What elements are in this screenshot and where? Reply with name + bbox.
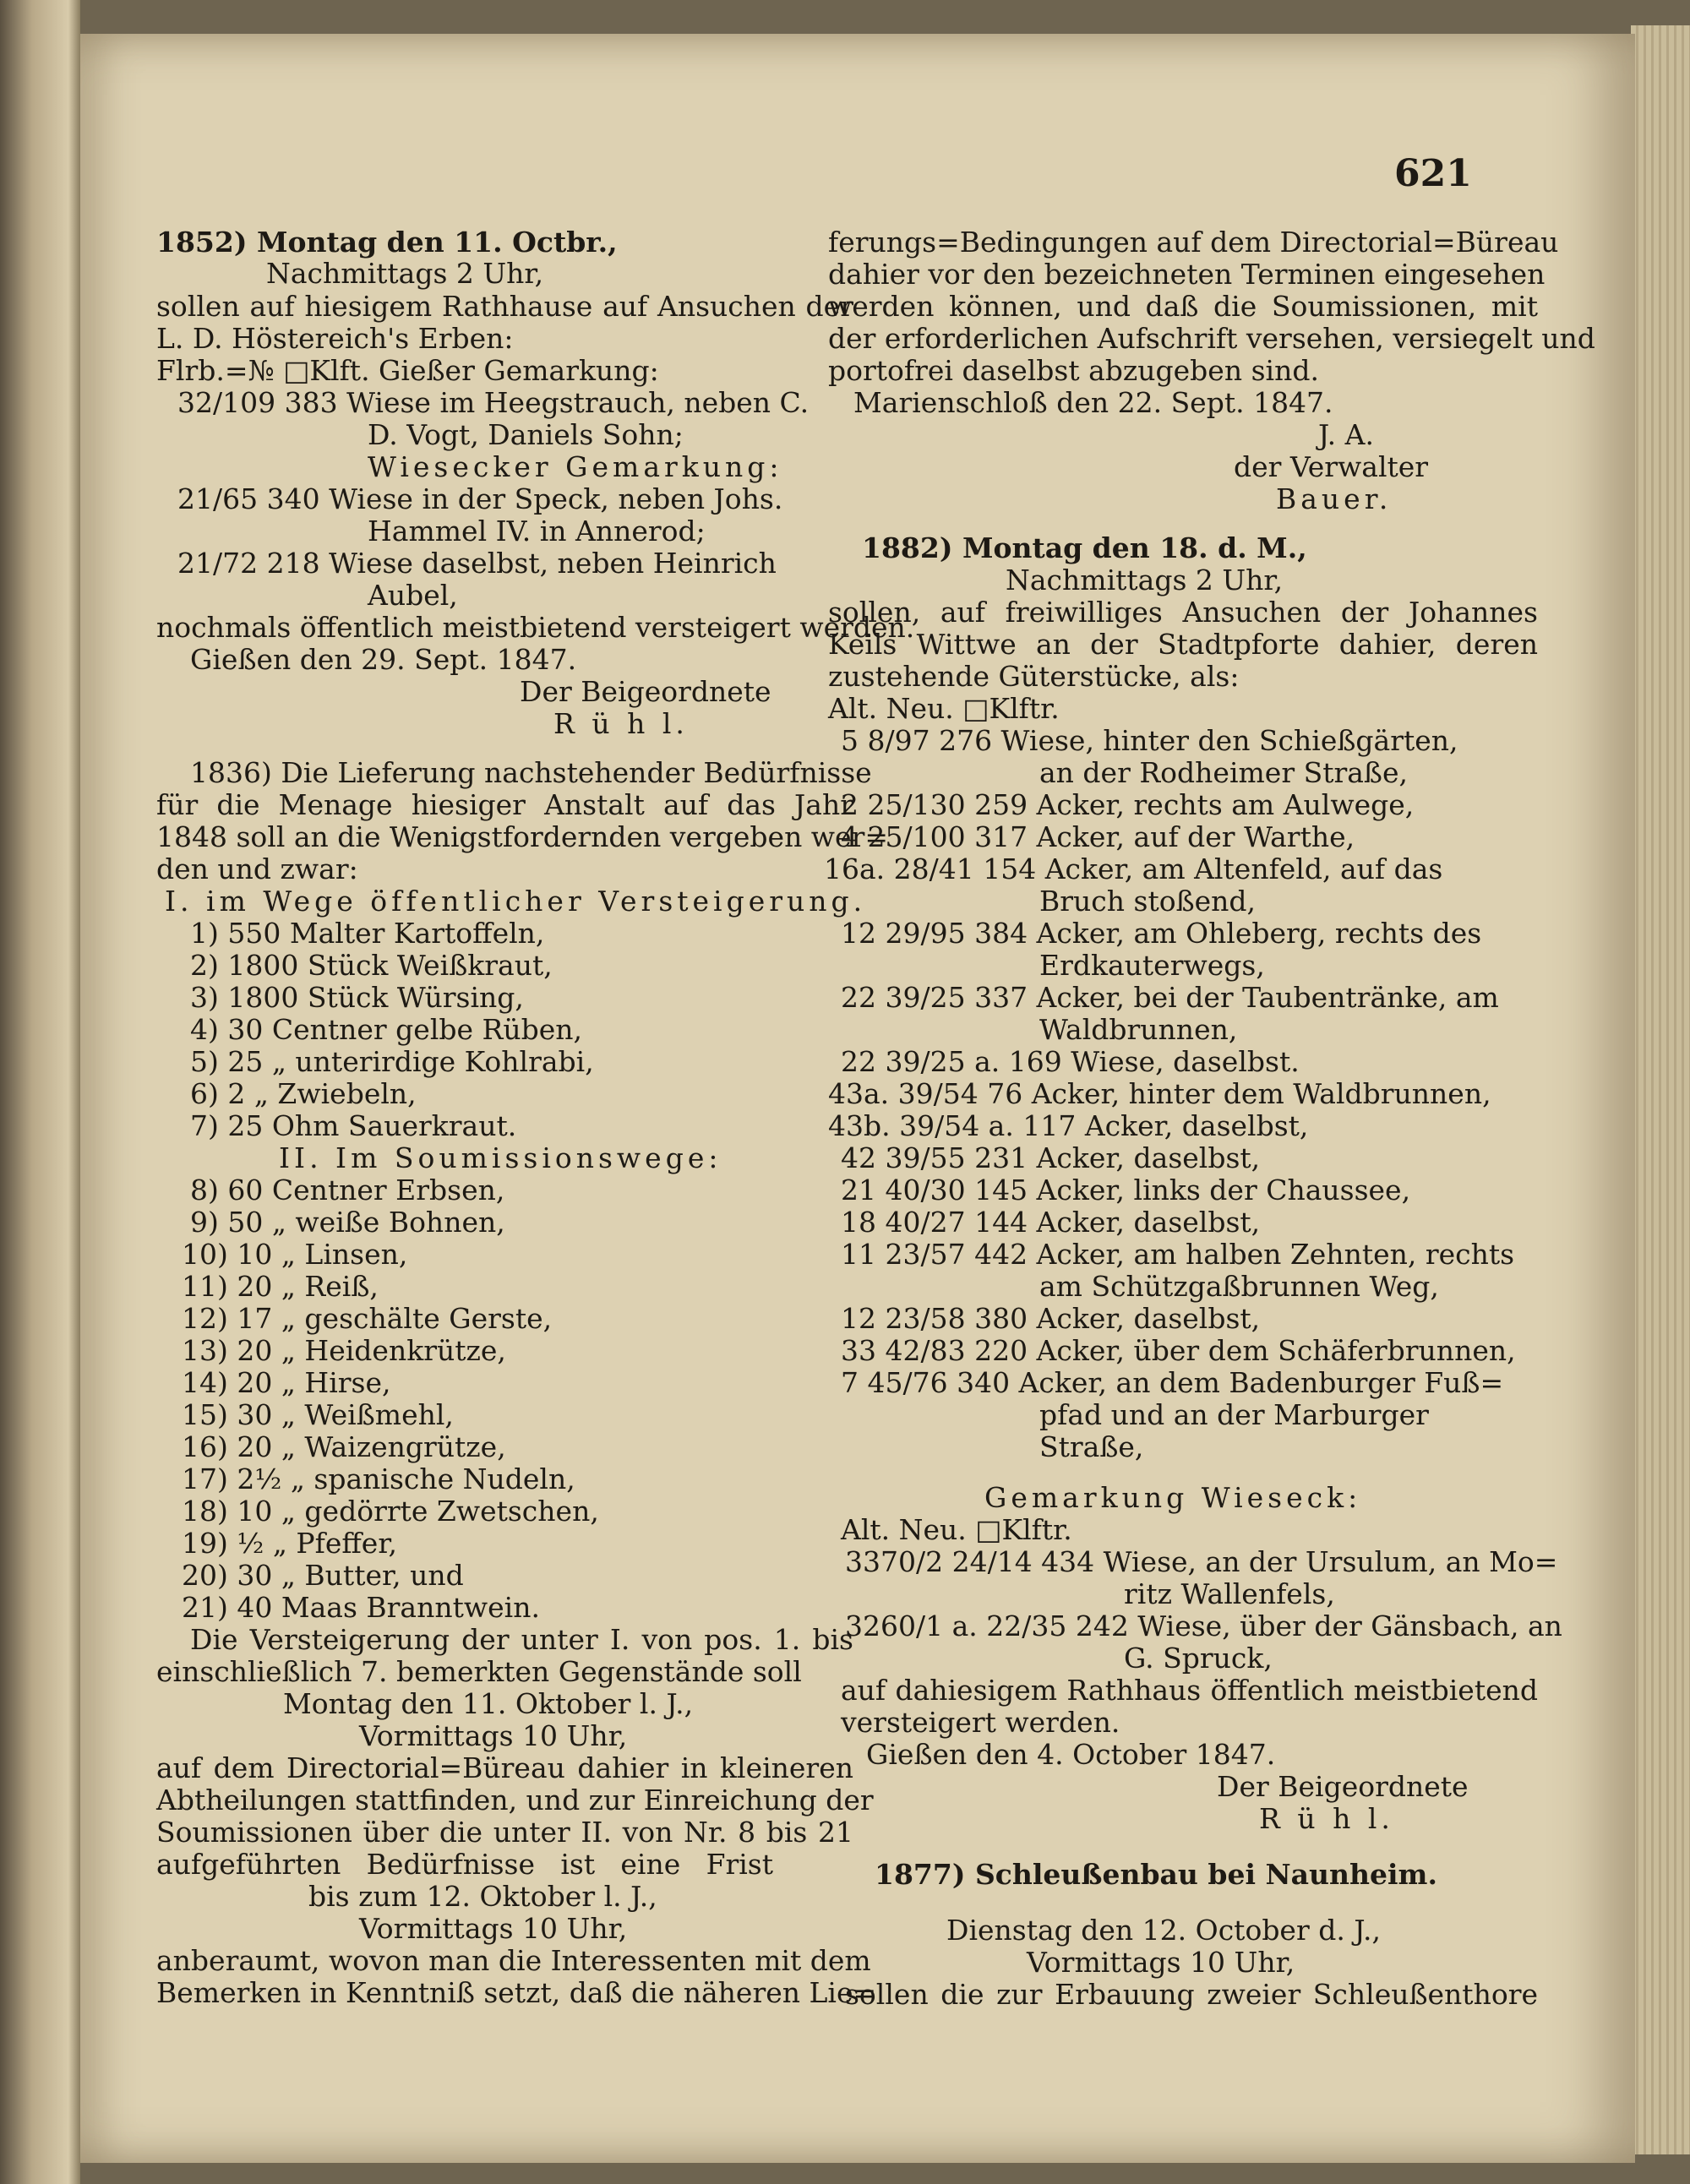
text-line: anberaumt, wovon man die Interessenten mit dem [156,1944,871,1977]
text-line: 21/72 218 Wiese daselbst, neben Heinrich [177,547,777,580]
text-line: D. Vogt, Daniels Sohn; [368,418,684,451]
text-line: am Schützgaßbrunnen Weg, [1039,1270,1439,1303]
text-line: 21 40/30 145 Acker, links der Chaussee, [841,1174,1411,1206]
text-line: 2 25/130 259 Acker, rechts am Aulwege, [841,788,1415,821]
text-line: Marienschloß den 22. Sept. 1847. [853,386,1333,419]
text-line: für die Menage hiesiger Anstalt auf das Jahr [156,788,853,821]
text-line: Dienstag den 12. October d. J., [946,1914,1381,1947]
page-stack-edge [1631,25,1690,2154]
text-line: Aubel, [368,579,458,612]
text-line: 4) 30 Centner gelbe Rüben, [190,1013,583,1046]
text-line: Der Beigeordnete [520,675,771,708]
text-line: Gießen den 29. Sept. 1847. [190,643,577,676]
text-line: 1852) Montag den 11. Octbr., [156,226,618,259]
text-line: pfad und an der Marburger [1039,1398,1429,1431]
text-line: 43a. 39/54 76 Acker, hinter dem Waldbrunnen, [828,1077,1491,1110]
text-line: 42 39/55 231 Acker, daselbst, [841,1141,1261,1174]
text-line: 3) 1800 Stück Würsing, [190,981,524,1014]
text-line: ritz Wallenfels, [1124,1577,1335,1610]
text-line: einschließlich 7. bemerkten Gegenstände soll [156,1655,802,1688]
text-line: 1848 soll an die Wenigstfordernden vergeben wer= [156,820,889,853]
text-line: Die Versteigerung der unter I. von pos. 1. bis [190,1623,853,1656]
text-line: Vormittags 10 Uhr, [359,1912,628,1945]
text-line: portofrei daselbst abzugeben sind. [828,354,1319,387]
text-line: 1836) Die Lieferung nachstehender Bedürfnisse [190,756,872,789]
text-line: sollen auf hiesigem Rathhause auf Ansuchen der [156,290,853,323]
text-line: Bauer. [1276,482,1393,515]
text-line: der Verwalter [1234,450,1429,483]
text-line: 7) 25 Ohm Sauerkraut. [190,1109,517,1142]
text-line: Abtheilungen stattfinden, und zur Einreichung der [156,1784,874,1816]
text-line: aufgeführten Bedürfnisse ist eine Frist [156,1848,773,1881]
text-line: 43b. 39/54 a. 117 Acker, daselbst, [828,1109,1309,1142]
text-line: R ü h l. [553,707,689,740]
text-line: 8) 60 Centner Erbsen, [190,1174,505,1206]
text-line: 22 39/25 a. 169 Wiese, daselbst. [841,1045,1300,1078]
text-line: Erdkauterwegs, [1039,949,1265,982]
text-line: 1882) Montag den 18. d. M., [862,531,1307,564]
text-line: 10) 10 „ Linsen, [182,1238,408,1271]
page-number: 621 [1394,152,1472,195]
document-page [80,34,1635,2163]
text-line: Bemerken in Kenntniß setzt, daß die näheren Lie= [156,1976,877,2009]
text-line: 3260/1 a. 22/35 242 Wiese, über der Gänsbach, an [845,1609,1562,1642]
text-line: J. A. [1318,418,1374,451]
text-line: Alt. Neu. □Klftr. [841,1513,1072,1546]
text-line: Nachmittags 2 Uhr, [1006,564,1284,596]
text-line: Bruch stoßend, [1039,885,1257,918]
text-line: 16a. 28/41 154 Acker, am Altenfeld, auf das [824,852,1443,885]
text-line: 2) 1800 Stück Weißkraut, [190,949,553,982]
text-line: 21/65 340 Wiese in der Speck, neben Johs. [177,482,783,515]
text-line: Straße, [1039,1430,1144,1463]
text-line: 17) 2½ „ spanische Nudeln, [182,1462,575,1495]
text-line: 12) 17 „ geschälte Gerste, [182,1302,553,1335]
text-line: werden können, und daß die Soumissionen, mit [828,290,1538,323]
text-line: 1) 550 Malter Kartoffeln, [190,917,545,950]
text-line: sollen, auf freiwilliges Ansuchen der Johannes [828,596,1538,629]
text-line: 33 42/83 220 Acker, über dem Schäferbrunnen, [841,1334,1516,1367]
text-line: 9) 50 „ weiße Bohnen, [190,1206,505,1239]
text-line: 20) 30 „ Butter, und [182,1559,464,1592]
text-line: zustehende Güterstücke, als: [828,660,1240,693]
text-line: 18) 10 „ gedörrte Zwetschen, [182,1495,599,1528]
text-line: bis zum 12. Oktober l. J., [308,1880,657,1913]
text-line: versteigert werden. [841,1706,1120,1739]
text-line: ferungs=Bedingungen auf dem Directorial=Büreau [828,226,1559,259]
text-line: 4 25/100 317 Acker, auf der Warthe, [841,820,1355,853]
text-line: G. Spruck, [1124,1642,1273,1675]
text-line: 16) 20 „ Waizengrütze, [182,1430,506,1463]
text-line: 11) 20 „ Reiß, [182,1270,379,1303]
text-line: Soumissionen über die unter II. von Nr. 8 bis 21 [156,1816,853,1849]
text-line: 18 40/27 144 Acker, daselbst, [841,1206,1261,1239]
text-line: 19) ½ „ Pfeffer, [182,1527,397,1560]
text-line: auf dahiesigem Rathhaus öffentlich meistbietend [841,1674,1538,1707]
text-line: Gießen den 4. October 1847. [866,1738,1276,1771]
text-line: 22 39/25 337 Acker, bei der Taubentränke, am [841,981,1499,1014]
text-line: Vormittags 10 Uhr, [359,1719,628,1752]
text-line: Nachmittags 2 Uhr, [266,257,544,290]
text-line: dahier vor den bezeichneten Terminen eingesehen [828,258,1546,291]
text-line: Montag den 11. Oktober l. J., [283,1687,694,1720]
text-line: auf dem Directorial=Büreau dahier in kleineren [156,1751,853,1784]
text-line: 21) 40 Maas Branntwein. [182,1591,540,1624]
text-line: 3370/2 24/14 434 Wiese, an der Ursulum, an Mo= [845,1545,1558,1578]
text-line: 12 23/58 380 Acker, daselbst, [841,1302,1261,1335]
text-line: an der Rodheimer Straße, [1039,756,1408,789]
text-line: Alt. Neu. □Klftr. [828,692,1060,725]
text-line: I. im Wege öffentlicher Versteigerung. [165,885,867,918]
text-line: 12 29/95 384 Acker, am Ohleberg, rechts des [841,917,1482,950]
text-line: II. Im Soumissionswege: [279,1141,722,1174]
text-line: Hammel IV. in Annerod; [368,515,706,547]
text-line: Vormittags 10 Uhr, [1027,1946,1295,1979]
text-line: Flrb.=№ □Klft. Gießer Gemarkung: [156,354,659,387]
text-line: Gemarkung Wieseck: [984,1481,1362,1514]
text-line: L. D. Höstereich's Erben: [156,322,514,355]
text-line: Waldbrunnen, [1039,1013,1238,1046]
text-line: Wiesecker Gemarkung: [368,450,783,483]
text-line: Der Beigeordnete [1217,1770,1469,1803]
text-line: 1877) Schleußenbau bei Naunheim. [875,1858,1437,1891]
text-line: 11 23/57 442 Acker, am halben Zehnten, rechts [841,1238,1515,1271]
text-line: nochmals öffentlich meistbietend versteigert werden. [156,611,915,644]
text-line: R ü h l. [1259,1802,1394,1835]
text-line: 5) 25 „ unterirdige Kohlrabi, [190,1045,594,1078]
text-line: Keils Wittwe an der Stadtpforte dahier, deren [828,628,1538,661]
text-line: 5 8/97 276 Wiese, hinter den Schießgärten, [841,724,1458,757]
left-page-edge [0,0,80,2184]
text-line: den und zwar: [156,852,358,885]
text-line: 13) 20 „ Heidenkrütze, [182,1334,506,1367]
text-line: 32/109 383 Wiese im Heegstrauch, neben C. [177,386,810,419]
text-line: 14) 20 „ Hirse, [182,1366,391,1399]
text-line: der erforderlichen Aufschrift versehen, versiegelt und [828,322,1595,355]
text-line: 7 45/76 340 Acker, an dem Badenburger Fuß= [841,1366,1504,1399]
text-line: 6) 2 „ Zwiebeln, [190,1077,417,1110]
text-line: 15) 30 „ Weißmehl, [182,1398,454,1431]
text-line: sollen die zur Erbauung zweier Schleußenthore [845,1978,1538,2011]
